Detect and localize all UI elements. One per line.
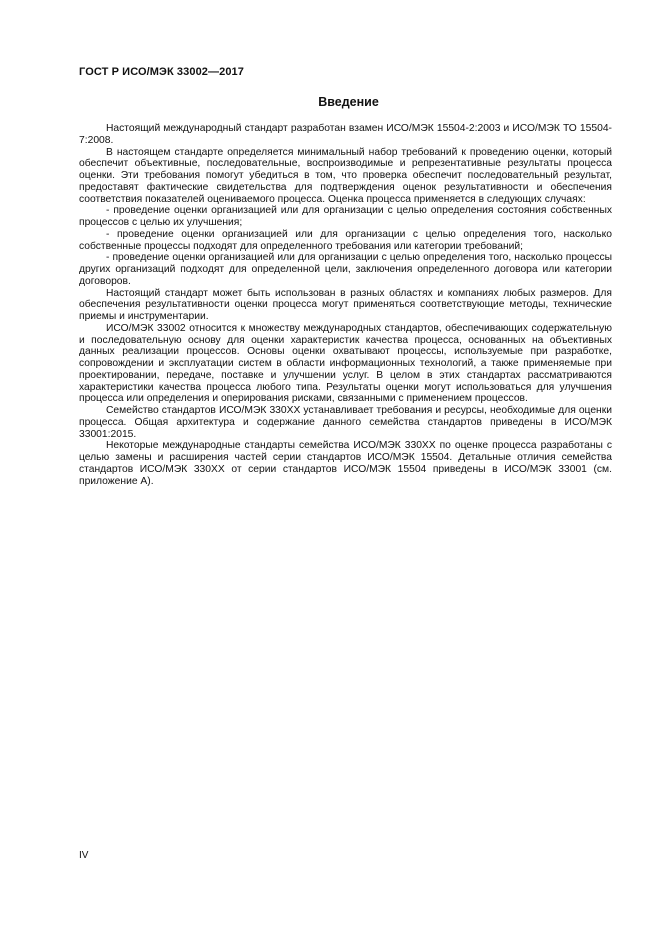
paragraph: Настоящий международный стандарт разработан взамен ИСО/МЭК 15504-2:2003 и ИСО/МЭК ТО 15504-7:2008. bbox=[79, 123, 612, 146]
section-title: Введение bbox=[318, 95, 379, 109]
paragraph: Настоящий стандарт может быть использован в разных областях и компаниях любых размеров. Для обеспечения результативности оценки процесса могут применяться соответствующие методы, технические приемы и инструментарии. bbox=[79, 287, 612, 322]
paragraph: ИСО/МЭК 33002 относится к множеству международных стандартов, обеспечивающих содержательную и последовательную основу для оценки характеристик качества процесса, основанных на объективных данных реализации процессов. Основы оценки охватывают процессы, используемые при разработке, сопровождении и эксплуатации систем в области информационных технологий, а также применяемые при проектировании, передаче, поставке и улучшении услуг. В целом в этих стандартах рассматриваются характеристики качества процесса любого типа. Результаты оценки могут использоваться для улучшения процесса или определения и оперирования рисками, связанными с применением процессов. bbox=[79, 322, 612, 405]
page-number: IV bbox=[79, 850, 89, 861]
paragraph: Некоторые международные стандарты семейства ИСО/МЭК 330ХХ по оценке процесса разработаны с целью замены и расширения частей серии стандартов ИСО/МЭК 15504. Детальные отличия семейства стандартов ИСО/МЭК 330ХХ от серии стандартов ИСО/МЭК 15504 приведены в ИСО/МЭК 33001 (см. приложение А). bbox=[79, 440, 612, 487]
paragraph: Семейство стандартов ИСО/МЭК 330ХХ устанавливает требования и ресурсы, необходимые для оценки процесса. Общая архитектура и содержание данного семейства стандартов приведены в ИСО/МЭК 33001:2015. bbox=[79, 405, 612, 440]
list-item: - проведение оценки организацией или для организации с целью определения того, насколько процессы других организаций подходят для определенной цели, заключения определенного договора или категории договоров. bbox=[79, 252, 612, 287]
document-body bbox=[79, 123, 612, 487]
document-header: ГОСТ Р ИСО/МЭК 33002—2017 bbox=[79, 66, 244, 78]
list-item: - проведение оценки организацией или для организации с целью определения того, насколько собственные процессы подходят для определенного требования или категории требований; bbox=[79, 228, 612, 252]
list-item: - проведение оценки организацией или для организации с целью определения состояния собственных процессов с целью их улучшения; bbox=[79, 205, 612, 228]
paragraph: В настоящем стандарте определяется минимальный набор требований к проведению оценки, который обеспечит объективные, последовательные, воспроизводимые и репрезентативные результаты процесса оценки. Эти требования помогут убедиться в том, что проверка обеспечит последовательный результат, предоставят фактические свидетельства для подтверждения оценок результативности и обеспечения соответствия показателей оцениваемого процесса. Оценка процесса применяется в следующих случаях: bbox=[79, 146, 612, 205]
